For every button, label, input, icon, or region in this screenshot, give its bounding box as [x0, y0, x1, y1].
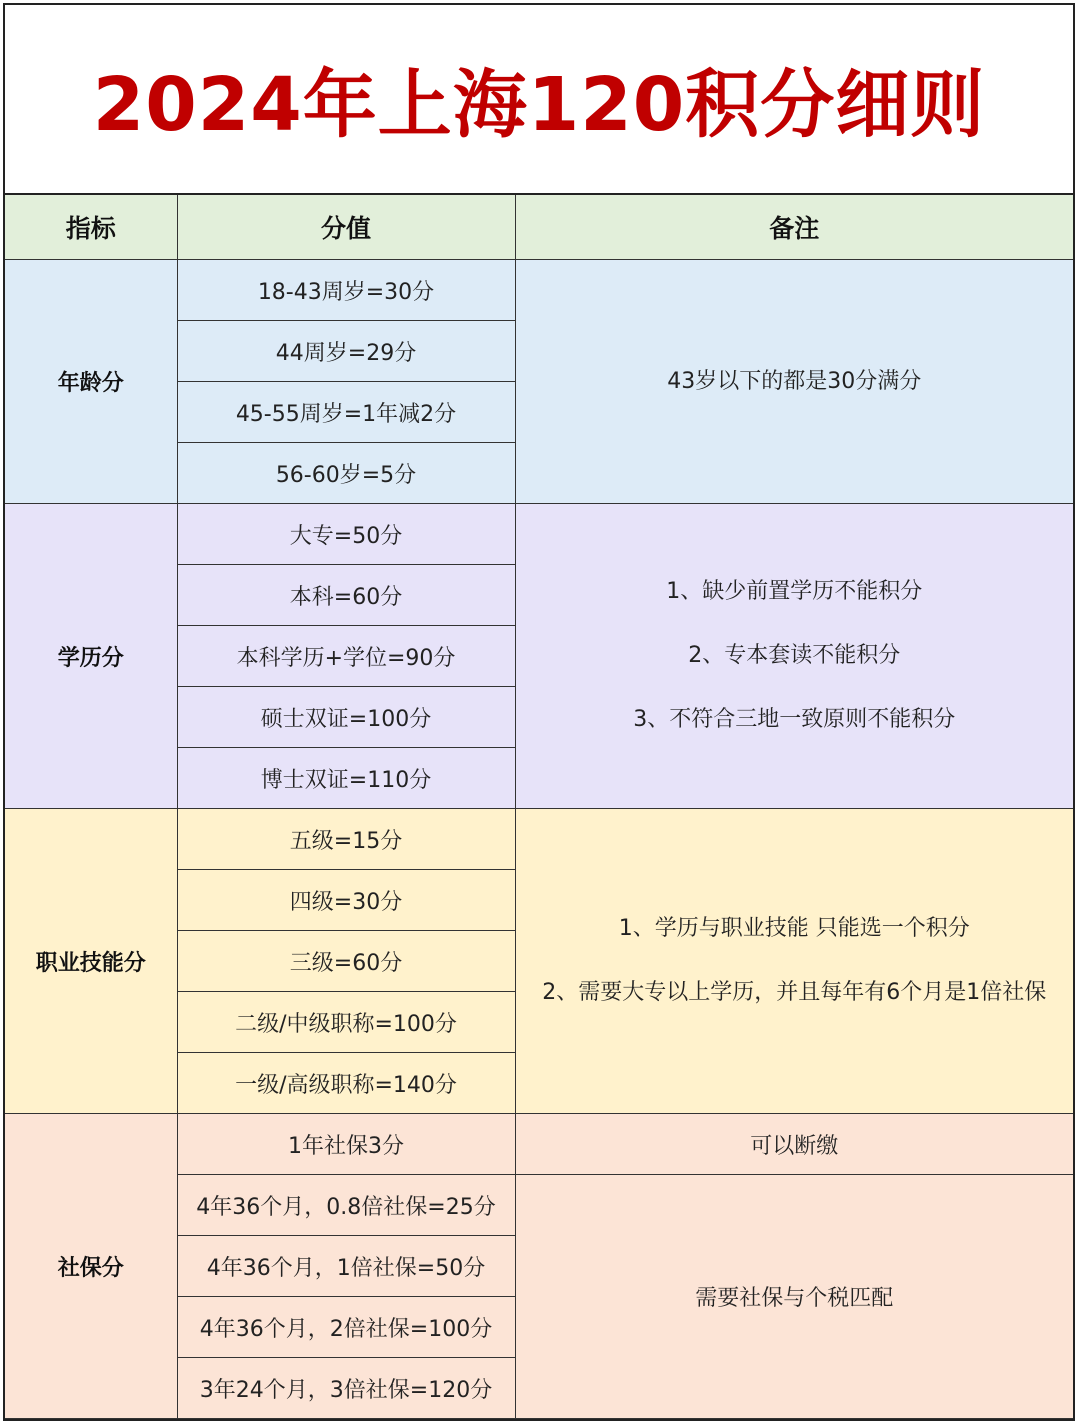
- header-remark: 备注: [515, 195, 1073, 260]
- score-cell: 45-55周岁=1年减2分: [177, 382, 515, 443]
- note-line: 1、缺少前置学历不能积分: [666, 579, 923, 604]
- page-title: 2024年上海120积分细则: [5, 5, 1073, 195]
- table-row: [5, 260, 1073, 321]
- category-age: 年龄分: [5, 260, 177, 504]
- score-cell: 56-60岁=5分: [177, 443, 515, 504]
- note-line: 2、需要大专以上学历，并且每年有6个月是1倍社保: [542, 980, 1047, 1005]
- score-cell: 本科学历+学位=90分: [177, 626, 515, 687]
- score-cell: 本科=60分: [177, 565, 515, 626]
- score-cell: 18-43周岁=30分: [177, 260, 515, 321]
- note-age: [515, 260, 1073, 504]
- score-cell: 硕士双证=100分: [177, 687, 515, 748]
- note-social-first: 可以断缴: [515, 1114, 1073, 1175]
- note-education: [515, 504, 1073, 809]
- score-cell: 四级=30分: [177, 870, 515, 931]
- score-cell: 一级/高级职称=140分: [177, 1053, 515, 1114]
- score-cell: 4年36个月，0.8倍社保=25分: [177, 1175, 515, 1236]
- note-skill: [515, 809, 1073, 1114]
- category-social: 社保分: [5, 1114, 177, 1419]
- poster-frame: [3, 3, 1075, 1421]
- table-header-row: [5, 195, 1073, 260]
- score-cell: 1年社保3分: [177, 1114, 515, 1175]
- score-cell: 4年36个月，1倍社保=50分: [177, 1236, 515, 1297]
- score-cell: 二级/中级职称=100分: [177, 992, 515, 1053]
- score-cell: 五级=15分: [177, 809, 515, 870]
- score-cell: 4年36个月，2倍社保=100分: [177, 1297, 515, 1358]
- table-row: [5, 1114, 1073, 1175]
- note-line: 2、专本套读不能积分: [688, 643, 901, 668]
- category-education: 学历分: [5, 504, 177, 809]
- header-score: 分值: [177, 195, 515, 260]
- score-cell: 大专=50分: [177, 504, 515, 565]
- points-table: [5, 195, 1073, 1419]
- score-cell: 博士双证=110分: [177, 748, 515, 809]
- header-indicator: 指标: [5, 195, 177, 260]
- note-line: 3、不符合三地一致原则不能积分: [633, 707, 956, 732]
- score-cell: 三级=60分: [177, 931, 515, 992]
- table-row: [5, 504, 1073, 565]
- note-line: 1、学历与职业技能 只能选一个积分: [618, 916, 970, 941]
- table-row: [5, 809, 1073, 870]
- score-cell: 44周岁=29分: [177, 321, 515, 382]
- note-social-rest: 需要社保与个税匹配: [515, 1175, 1073, 1419]
- note-line: 43岁以下的都是30分满分: [667, 368, 922, 394]
- category-skill: 职业技能分: [5, 809, 177, 1114]
- score-cell: 3年24个月，3倍社保=120分: [177, 1358, 515, 1419]
